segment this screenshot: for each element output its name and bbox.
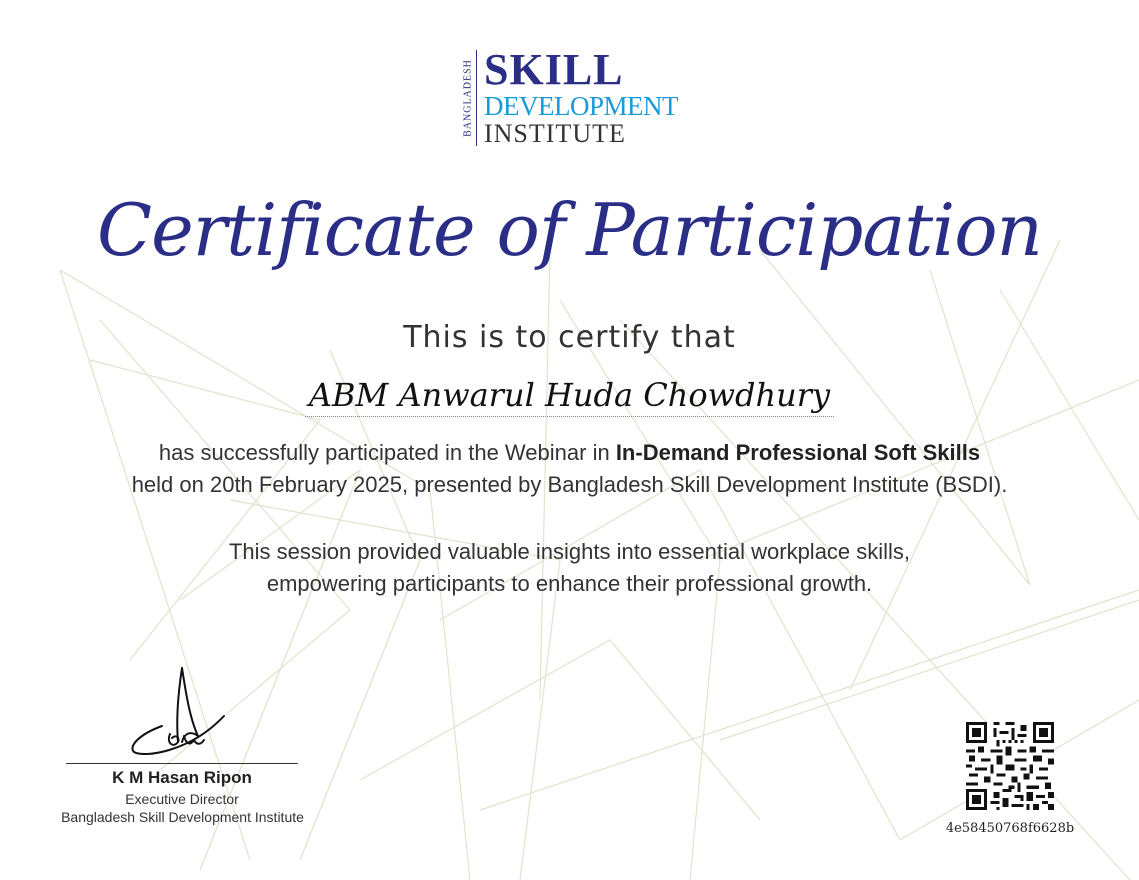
signatory-role: Executive Director bbox=[125, 791, 239, 807]
logo-vertical-text: BANGLADESH bbox=[460, 50, 477, 146]
signature-image bbox=[120, 664, 240, 764]
certify-statement: This is to certify that bbox=[403, 320, 736, 355]
session-description bbox=[0, 536, 1139, 600]
signature-line bbox=[66, 763, 298, 764]
certificate-title: Certificate of Participation bbox=[97, 188, 1042, 272]
course-title: In-Demand Professional Soft Skills bbox=[615, 440, 981, 465]
qr-code[interactable] bbox=[966, 722, 1054, 810]
signatory-name: K M Hasan Ripon bbox=[112, 768, 252, 787]
logo-line-skill: SKILL bbox=[484, 45, 624, 94]
certificate-id: 4e58450768f6628b bbox=[945, 821, 1075, 836]
event-details: held on 20th February 2025, presented by Bangladesh Skill Development Institute (BSDI). bbox=[131, 472, 1008, 497]
participation-paragraph bbox=[0, 437, 1139, 501]
recipient-name: ABM Anwarul Huda Chowdhury bbox=[305, 376, 834, 417]
session-description-line1: This session provided valuable insights into essential workplace skills, bbox=[228, 539, 911, 564]
signatory-organization: Bangladesh Skill Development Institute bbox=[61, 809, 304, 825]
logo-line-development: DEVELOPMENT bbox=[484, 91, 678, 121]
logo-line-institute: INSTITUTE bbox=[484, 119, 626, 148]
session-description-line2: empowering participants to enhance their professional growth. bbox=[266, 571, 873, 596]
participation-text: has successfully participated in the Webinar in bbox=[158, 440, 616, 465]
bsdi-logo bbox=[458, 45, 688, 148]
